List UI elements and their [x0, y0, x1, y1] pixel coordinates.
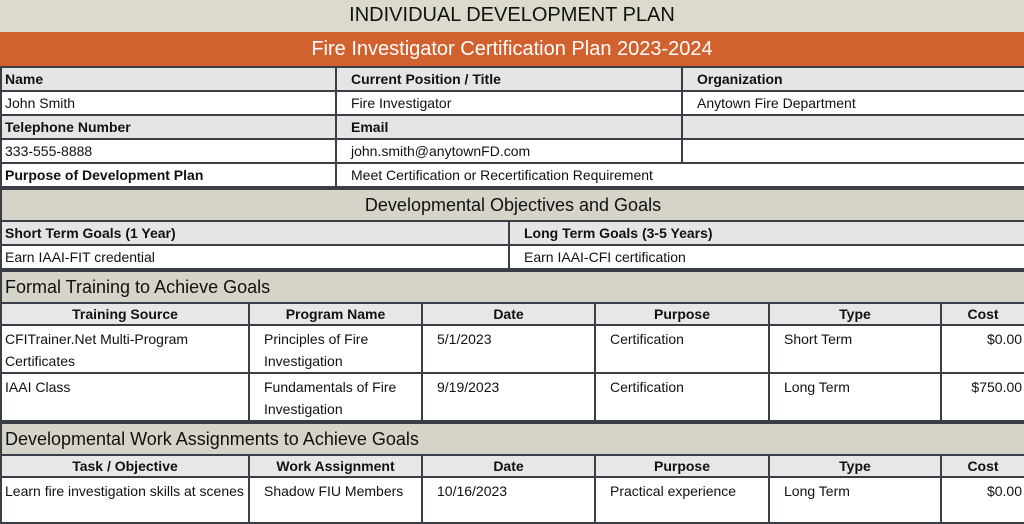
email-label: Email: [336, 115, 682, 139]
type-cell[interactable]: Long Term: [769, 477, 941, 523]
date-cell[interactable]: 10/16/2023: [422, 477, 595, 523]
purpose-value[interactable]: Meet Certification or Recertification Requirement: [336, 163, 1024, 187]
purpose-cell[interactable]: Practical experience: [595, 477, 769, 523]
telephone-label: Telephone Number: [1, 115, 336, 139]
program-name-cell[interactable]: Principles of Fire Investigation: [249, 325, 422, 373]
table-row: [1, 325, 1024, 373]
date-cell[interactable]: 9/19/2023: [422, 373, 595, 421]
type-cell[interactable]: Long Term: [769, 373, 941, 421]
work-header-purpose: Purpose: [595, 455, 769, 477]
purpose-label: Purpose of Development Plan: [1, 163, 336, 187]
purpose-cell[interactable]: Certification: [595, 373, 769, 421]
date-cell[interactable]: 5/1/2023: [422, 325, 595, 373]
training-section-title: Formal Training to Achieve Goals: [1, 271, 1024, 303]
organization-label: Organization: [682, 67, 1024, 91]
title-table: [0, 0, 1024, 66]
position-label: Current Position / Title: [336, 67, 682, 91]
name-label: Name: [1, 67, 336, 91]
training-header-program: Program Name: [249, 303, 422, 325]
cost-cell[interactable]: $0.00: [941, 325, 1024, 373]
telephone-value[interactable]: 333-555-8888: [1, 139, 336, 163]
long-term-goals-value[interactable]: Earn IAAI-CFI certification: [509, 245, 1024, 269]
training-header-cost: Cost: [941, 303, 1024, 325]
training-header-date: Date: [422, 303, 595, 325]
empty-label-cell: [682, 115, 1024, 139]
training-header-type: Type: [769, 303, 941, 325]
short-term-goals-value[interactable]: Earn IAAI-FIT credential: [1, 245, 509, 269]
work-table: [0, 422, 1024, 524]
document-title: INDIVIDUAL DEVELOPMENT PLAN: [349, 4, 675, 26]
table-row: [1, 373, 1024, 421]
objectives-table: [0, 188, 1024, 270]
objectives-section-title: Developmental Objectives and Goals: [1, 189, 1024, 221]
short-term-goals-label: Short Term Goals (1 Year): [1, 221, 509, 245]
work-assignment-cell[interactable]: Shadow FIU Members: [249, 477, 422, 523]
cost-cell[interactable]: $0.00: [941, 477, 1024, 523]
email-value[interactable]: john.smith@anytownFD.com: [336, 139, 682, 163]
empty-value-cell[interactable]: [682, 139, 1024, 163]
organization-value[interactable]: Anytown Fire Department: [682, 91, 1024, 115]
task-cell[interactable]: Learn fire investigation skills at scenes: [1, 477, 249, 523]
work-section-title: Developmental Work Assignments to Achieve Goals: [1, 423, 1024, 455]
training-header-purpose: Purpose: [595, 303, 769, 325]
table-row: [1, 477, 1024, 523]
training-source-cell[interactable]: CFITrainer.Net Multi-Program Certificates: [1, 325, 249, 373]
training-table: [0, 270, 1024, 422]
long-term-goals-label: Long Term Goals (3-5 Years): [509, 221, 1024, 245]
plan-name-banner: Fire Investigator Certification Plan 2023-2024: [311, 38, 713, 60]
name-value[interactable]: John Smith: [1, 91, 336, 115]
work-header-type: Type: [769, 455, 941, 477]
work-header-date: Date: [422, 455, 595, 477]
work-header-assignment: Work Assignment: [249, 455, 422, 477]
program-name-cell[interactable]: Fundamentals of Fire Investigation: [249, 373, 422, 421]
type-cell[interactable]: Short Term: [769, 325, 941, 373]
training-header-source: Training Source: [1, 303, 249, 325]
work-header-task: Task / Objective: [1, 455, 249, 477]
cost-cell[interactable]: $750.00: [941, 373, 1024, 421]
info-table: [0, 66, 1024, 188]
work-header-cost: Cost: [941, 455, 1024, 477]
purpose-cell[interactable]: Certification: [595, 325, 769, 373]
training-source-cell[interactable]: IAAI Class: [1, 373, 249, 421]
position-value[interactable]: Fire Investigator: [336, 91, 682, 115]
